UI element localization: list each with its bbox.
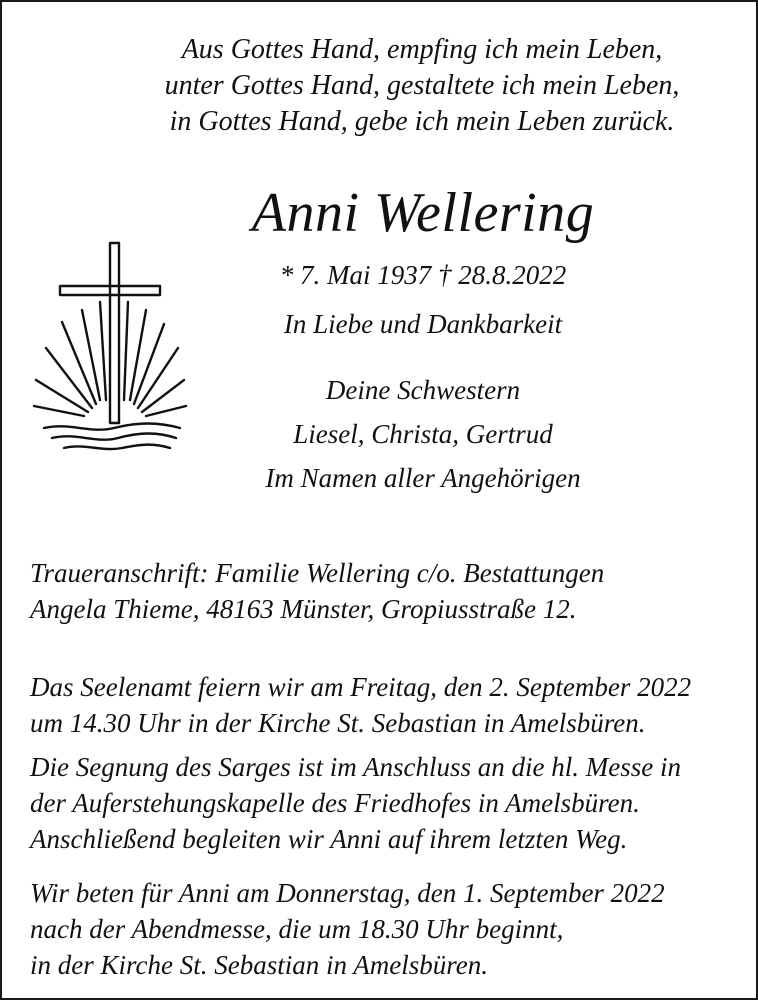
gratitude-line: In Liebe und Dankbarkeit	[283, 309, 563, 339]
blessing-line: Anschließend begleiten wir Anni auf ihrem letzten Weg.	[30, 824, 628, 854]
prayer-line: Wir beten für Anni am Donnerstag, den 1. September 2022	[30, 878, 665, 908]
life-dates: * 7. Mai 1937 † 28.8.2022	[279, 260, 567, 290]
deceased-name: Anni Wellering	[251, 182, 595, 244]
blessing-line: der Auferstehungskapelle des Friedhofes in Amelsbüren.	[30, 788, 640, 818]
bible-verse	[102, 32, 742, 140]
signer-line: Deine Schwestern	[325, 375, 521, 405]
signer-line: Im Namen aller Angehörigen	[265, 463, 581, 493]
requiem-mass-info	[30, 669, 691, 741]
address-line: Traueranschrift: Familie Wellering c/o. Bestattungen	[30, 558, 605, 588]
condolence-address	[30, 555, 604, 627]
prayer-info	[30, 875, 665, 983]
signers-block	[188, 368, 658, 500]
signer-line: Liesel, Christa, Gertrud	[293, 419, 553, 449]
prayer-line: in der Kirche St. Sebastian in Amelsbüren.	[30, 950, 488, 980]
address-line: Angela Thieme, 48163 Münster, Gropiusstraße 12.	[30, 594, 577, 624]
verse-line: unter Gottes Hand, gestaltete ich mein Leben,	[164, 70, 680, 101]
verse-line: in Gottes Hand, gebe ich mein Leben zurück.	[169, 106, 675, 137]
coffin-blessing-info	[30, 749, 681, 857]
cross-sunrise-waves-icon	[30, 240, 190, 462]
prayer-line: nach der Abendmesse, die um 18.30 Uhr beginnt,	[30, 914, 564, 944]
service-line: um 14.30 Uhr in der Kirche St. Sebastian in Amelsbüren.	[30, 708, 646, 738]
blessing-line: Die Segnung des Sarges ist im Anschluss an die hl. Messe in	[30, 752, 681, 782]
service-line: Das Seelenamt feiern wir am Freitag, den 2. September 2022	[30, 672, 692, 702]
verse-line: Aus Gottes Hand, empfing ich mein Leben,	[181, 34, 663, 65]
